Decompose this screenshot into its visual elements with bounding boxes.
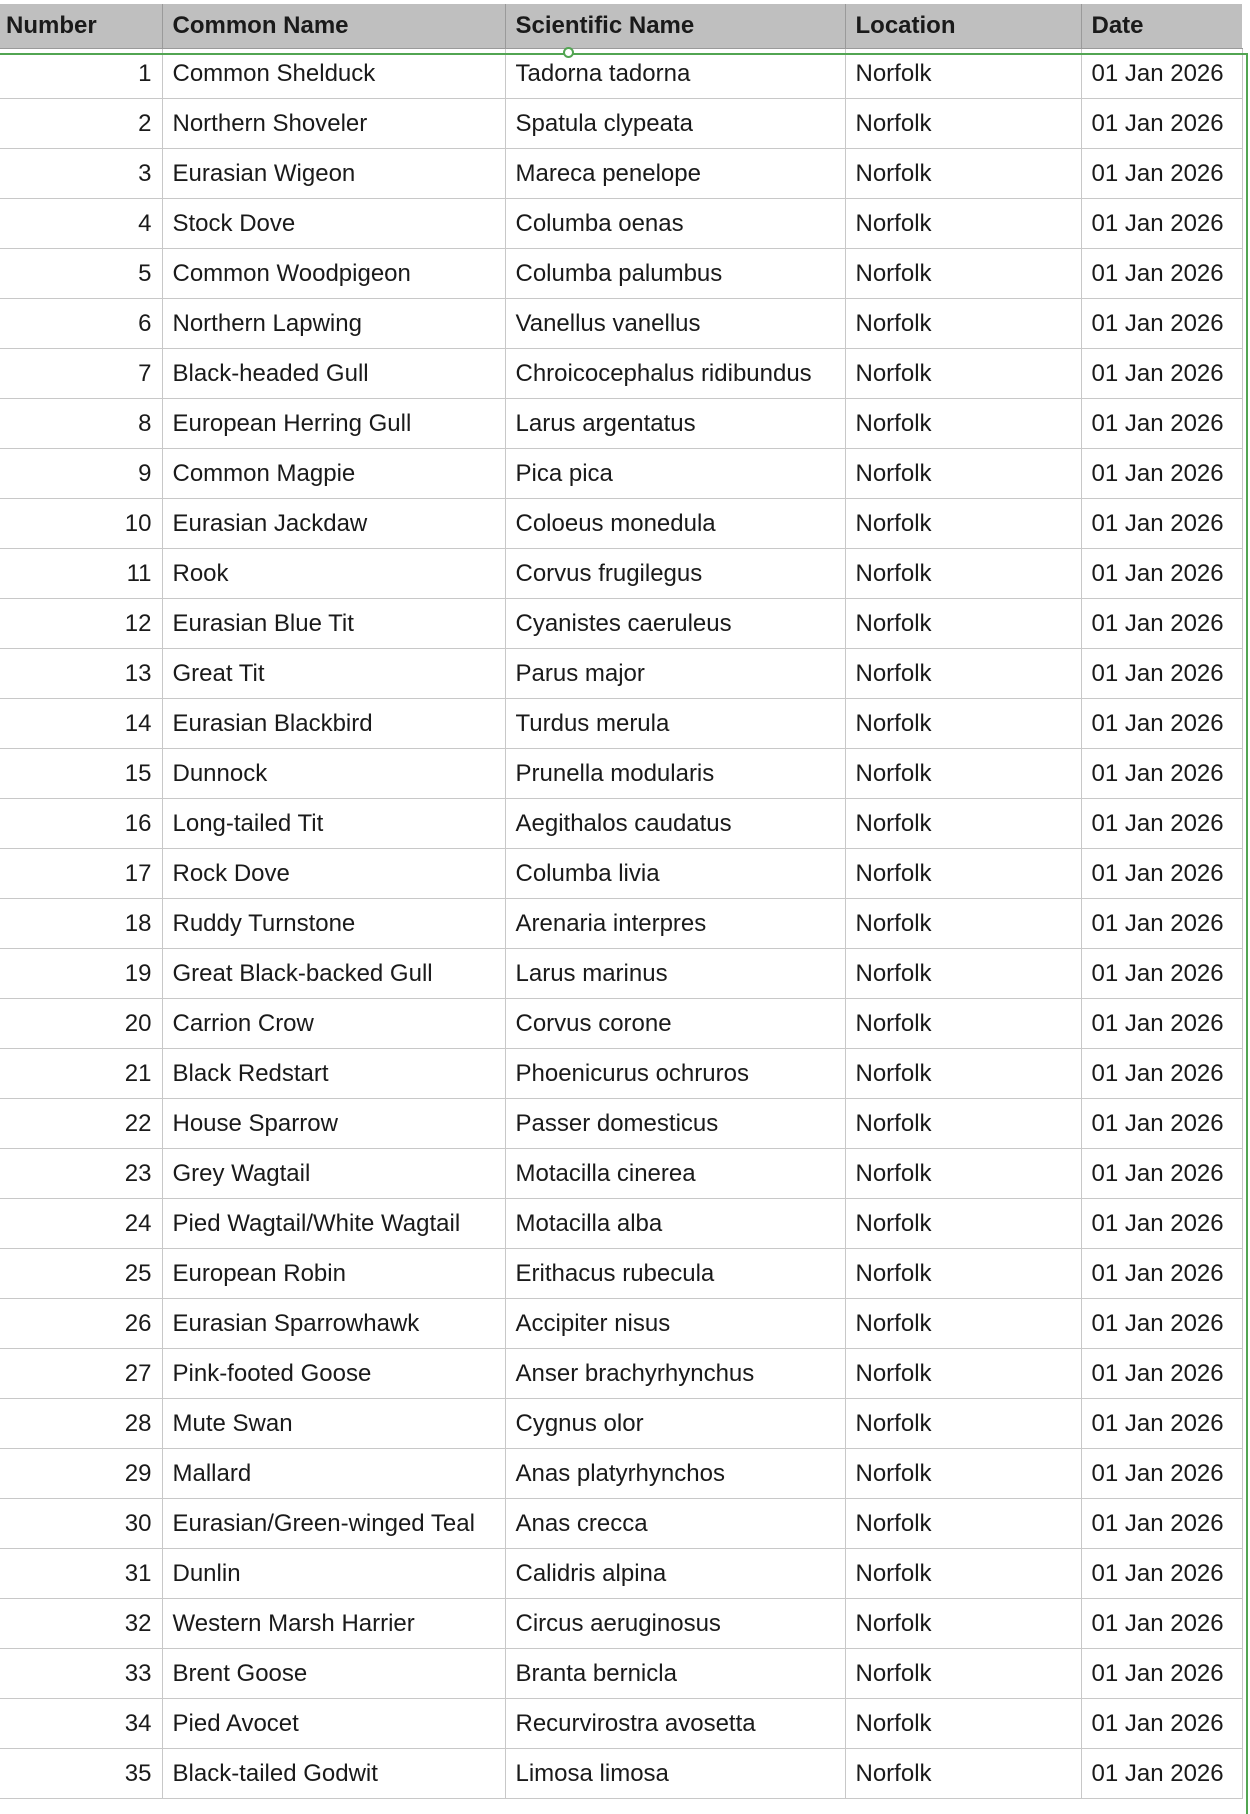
cell-scientific-name[interactable]: Erithacus rubecula (505, 1249, 845, 1299)
cell-number[interactable]: 24 (0, 1199, 162, 1249)
cell-common-name[interactable]: Eurasian Blackbird (162, 699, 505, 749)
table-row (0, 299, 1242, 349)
cell-date[interactable]: 01 Jan 2026 (1081, 1349, 1242, 1399)
cell-location[interactable]: Norfolk (845, 1099, 1081, 1149)
cell-common-name[interactable]: Dunnock (162, 749, 505, 799)
cell-date[interactable]: 01 Jan 2026 (1081, 249, 1242, 299)
cell-common-name[interactable]: Rock Dove (162, 849, 505, 899)
cell-location[interactable]: Norfolk (845, 499, 1081, 549)
cell-common-name[interactable]: Pied Avocet (162, 1699, 505, 1749)
cell-date[interactable]: 01 Jan 2026 (1081, 1149, 1242, 1199)
spreadsheet-table-container (0, 4, 1242, 1799)
cell-date[interactable]: 01 Jan 2026 (1081, 949, 1242, 999)
cell-date[interactable]: 01 Jan 2026 (1081, 1649, 1242, 1699)
cell-number[interactable]: 7 (0, 349, 162, 399)
table-row (0, 1749, 1242, 1799)
cell-number[interactable]: 34 (0, 1699, 162, 1749)
cell-date[interactable]: 01 Jan 2026 (1081, 499, 1242, 549)
table-row (0, 1449, 1242, 1499)
cell-number[interactable]: 13 (0, 649, 162, 699)
cell-scientific-name[interactable]: Motacilla cinerea (505, 1149, 845, 1199)
table-row (0, 649, 1242, 699)
cell-common-name[interactable]: Stock Dove (162, 199, 505, 249)
cell-date[interactable]: 01 Jan 2026 (1081, 649, 1242, 699)
cell-common-name[interactable]: Ruddy Turnstone (162, 899, 505, 949)
cell-date[interactable]: 01 Jan 2026 (1081, 1249, 1242, 1299)
cell-date[interactable]: 01 Jan 2026 (1081, 849, 1242, 899)
table-row (0, 549, 1242, 599)
cell-number[interactable]: 8 (0, 399, 162, 449)
cell-number[interactable]: 3 (0, 149, 162, 199)
cell-number[interactable]: 31 (0, 1549, 162, 1599)
table-row (0, 49, 1242, 99)
cell-date[interactable]: 01 Jan 2026 (1081, 999, 1242, 1049)
table-row (0, 199, 1242, 249)
cell-scientific-name[interactable]: Mareca penelope (505, 149, 845, 199)
cell-date[interactable]: 01 Jan 2026 (1081, 1399, 1242, 1449)
cell-common-name[interactable]: Western Marsh Harrier (162, 1599, 505, 1649)
cell-scientific-name[interactable]: Columba livia (505, 849, 845, 899)
cell-scientific-name[interactable]: Larus argentatus (505, 399, 845, 449)
bird-sightings-table (0, 4, 1243, 1799)
table-row (0, 1149, 1242, 1199)
cell-date[interactable]: 01 Jan 2026 (1081, 1199, 1242, 1249)
cell-number[interactable]: 5 (0, 249, 162, 299)
cell-date[interactable]: 01 Jan 2026 (1081, 449, 1242, 499)
cell-common-name[interactable]: Eurasian Sparrowhawk (162, 1299, 505, 1349)
cell-location[interactable]: Norfolk (845, 299, 1081, 349)
cell-number[interactable]: 15 (0, 749, 162, 799)
cell-date[interactable]: 01 Jan 2026 (1081, 1549, 1242, 1599)
cell-scientific-name[interactable]: Anser brachyrhynchus (505, 1349, 845, 1399)
cell-scientific-name[interactable]: Columba oenas (505, 199, 845, 249)
selection-resize-handle[interactable] (563, 47, 574, 58)
cell-location[interactable]: Norfolk (845, 1149, 1081, 1199)
cell-scientific-name[interactable]: Recurvirostra avosetta (505, 1699, 845, 1749)
cell-common-name[interactable]: Brent Goose (162, 1649, 505, 1699)
cell-location[interactable]: Norfolk (845, 49, 1081, 99)
table-row (0, 599, 1242, 649)
cell-scientific-name[interactable]: Corvus corone (505, 999, 845, 1049)
table-row (0, 1249, 1242, 1299)
cell-location[interactable]: Norfolk (845, 649, 1081, 699)
cell-scientific-name[interactable]: Motacilla alba (505, 1199, 845, 1249)
table-row (0, 499, 1242, 549)
cell-scientific-name[interactable]: Pica pica (505, 449, 845, 499)
cell-common-name[interactable]: House Sparrow (162, 1099, 505, 1149)
table-row (0, 1649, 1242, 1699)
cell-number[interactable]: 35 (0, 1749, 162, 1799)
cell-scientific-name[interactable]: Turdus merula (505, 699, 845, 749)
cell-date[interactable]: 01 Jan 2026 (1081, 699, 1242, 749)
cell-location[interactable]: Norfolk (845, 99, 1081, 149)
cell-number[interactable]: 17 (0, 849, 162, 899)
cell-common-name[interactable]: Eurasian/Green-winged Teal (162, 1499, 505, 1549)
cell-common-name[interactable]: Mute Swan (162, 1399, 505, 1449)
cell-common-name[interactable]: Rook (162, 549, 505, 599)
cell-scientific-name[interactable]: Larus marinus (505, 949, 845, 999)
table-row (0, 1699, 1242, 1749)
header-scientific-name[interactable]: Scientific Name (505, 4, 845, 49)
cell-date[interactable]: 01 Jan 2026 (1081, 1449, 1242, 1499)
cell-location[interactable]: Norfolk (845, 149, 1081, 199)
cell-number[interactable]: 9 (0, 449, 162, 499)
cell-common-name[interactable]: Pied Wagtail/White Wagtail (162, 1199, 505, 1249)
cell-location[interactable]: Norfolk (845, 799, 1081, 849)
cell-location[interactable]: Norfolk (845, 949, 1081, 999)
cell-location[interactable]: Norfolk (845, 849, 1081, 899)
cell-number[interactable]: 22 (0, 1099, 162, 1149)
cell-number[interactable]: 1 (0, 49, 162, 99)
cell-date[interactable]: 01 Jan 2026 (1081, 149, 1242, 199)
header-row (0, 4, 1242, 49)
cell-common-name[interactable]: Carrion Crow (162, 999, 505, 1049)
cell-number[interactable]: 21 (0, 1049, 162, 1099)
cell-number[interactable]: 4 (0, 199, 162, 249)
table-row (0, 349, 1242, 399)
cell-location[interactable]: Norfolk (845, 1499, 1081, 1549)
header-number[interactable]: Number (0, 4, 162, 49)
cell-number[interactable]: 27 (0, 1349, 162, 1399)
cell-common-name[interactable]: Common Shelduck (162, 49, 505, 99)
cell-number[interactable]: 16 (0, 799, 162, 849)
table-row (0, 1549, 1242, 1599)
selection-border-top (0, 53, 1248, 55)
table-row (0, 1299, 1242, 1349)
cell-scientific-name[interactable]: Branta bernicla (505, 1649, 845, 1699)
cell-date[interactable]: 01 Jan 2026 (1081, 1049, 1242, 1099)
cell-scientific-name[interactable]: Columba palumbus (505, 249, 845, 299)
cell-scientific-name[interactable]: Coloeus monedula (505, 499, 845, 549)
cell-date[interactable]: 01 Jan 2026 (1081, 349, 1242, 399)
cell-date[interactable]: 01 Jan 2026 (1081, 599, 1242, 649)
cell-location[interactable]: Norfolk (845, 1249, 1081, 1299)
table-row (0, 699, 1242, 749)
cell-date[interactable]: 01 Jan 2026 (1081, 1099, 1242, 1149)
cell-date[interactable]: 01 Jan 2026 (1081, 899, 1242, 949)
cell-number[interactable]: 28 (0, 1399, 162, 1449)
cell-common-name[interactable]: Eurasian Jackdaw (162, 499, 505, 549)
cell-date[interactable]: 01 Jan 2026 (1081, 1299, 1242, 1349)
cell-scientific-name[interactable]: Tadorna tadorna (505, 49, 845, 99)
cell-date[interactable]: 01 Jan 2026 (1081, 299, 1242, 349)
cell-date[interactable]: 01 Jan 2026 (1081, 199, 1242, 249)
cell-common-name[interactable]: Black Redstart (162, 1049, 505, 1099)
cell-location[interactable]: Norfolk (845, 1699, 1081, 1749)
table-row (0, 1349, 1242, 1399)
table-row (0, 1499, 1242, 1549)
cell-number[interactable]: 30 (0, 1499, 162, 1549)
header-location[interactable]: Location (845, 4, 1081, 49)
cell-location[interactable]: Norfolk (845, 199, 1081, 249)
cell-location[interactable]: Norfolk (845, 999, 1081, 1049)
cell-common-name[interactable]: Dunlin (162, 1549, 505, 1599)
cell-location[interactable]: Norfolk (845, 1399, 1081, 1449)
cell-location[interactable]: Norfolk (845, 1199, 1081, 1249)
cell-location[interactable]: Norfolk (845, 1449, 1081, 1499)
cell-scientific-name[interactable]: Spatula clypeata (505, 99, 845, 149)
cell-number[interactable]: 12 (0, 599, 162, 649)
table-row (0, 999, 1242, 1049)
cell-location[interactable]: Norfolk (845, 549, 1081, 599)
cell-location[interactable]: Norfolk (845, 1549, 1081, 1599)
table-row (0, 949, 1242, 999)
cell-location[interactable]: Norfolk (845, 599, 1081, 649)
cell-scientific-name[interactable]: Calidris alpina (505, 1549, 845, 1599)
cell-location[interactable]: Norfolk (845, 399, 1081, 449)
cell-location[interactable]: Norfolk (845, 1299, 1081, 1349)
cell-scientific-name[interactable]: Phoenicurus ochruros (505, 1049, 845, 1099)
cell-date[interactable]: 01 Jan 2026 (1081, 549, 1242, 599)
cell-number[interactable]: 32 (0, 1599, 162, 1649)
table-row (0, 249, 1242, 299)
cell-common-name[interactable]: Black-headed Gull (162, 349, 505, 399)
table-row (0, 1199, 1242, 1249)
cell-common-name[interactable]: Common Woodpigeon (162, 249, 505, 299)
selection-border-right (1246, 53, 1248, 1814)
cell-common-name[interactable]: Long-tailed Tit (162, 799, 505, 849)
table-header (0, 4, 1242, 49)
cell-date[interactable]: 01 Jan 2026 (1081, 749, 1242, 799)
table-row (0, 1599, 1242, 1649)
table-row (0, 449, 1242, 499)
cell-common-name[interactable]: European Robin (162, 1249, 505, 1299)
table-row (0, 1399, 1242, 1449)
cell-common-name[interactable]: Eurasian Wigeon (162, 149, 505, 199)
table-row (0, 849, 1242, 899)
cell-location[interactable]: Norfolk (845, 349, 1081, 399)
cell-scientific-name[interactable]: Chroicocephalus ridibundus (505, 349, 845, 399)
table-row (0, 749, 1242, 799)
cell-scientific-name[interactable]: Cygnus olor (505, 1399, 845, 1449)
cell-scientific-name[interactable]: Parus major (505, 649, 845, 699)
table-row (0, 799, 1242, 849)
cell-scientific-name[interactable]: Circus aeruginosus (505, 1599, 845, 1649)
cell-number[interactable]: 19 (0, 949, 162, 999)
cell-common-name[interactable]: Common Magpie (162, 449, 505, 499)
cell-location[interactable]: Norfolk (845, 1599, 1081, 1649)
cell-date[interactable]: 01 Jan 2026 (1081, 1599, 1242, 1649)
cell-date[interactable]: 01 Jan 2026 (1081, 1749, 1242, 1799)
cell-scientific-name[interactable]: Cyanistes caeruleus (505, 599, 845, 649)
cell-scientific-name[interactable]: Arenaria interpres (505, 899, 845, 949)
cell-number[interactable]: 14 (0, 699, 162, 749)
cell-date[interactable]: 01 Jan 2026 (1081, 99, 1242, 149)
cell-location[interactable]: Norfolk (845, 1649, 1081, 1699)
cell-date[interactable]: 01 Jan 2026 (1081, 1699, 1242, 1749)
cell-number[interactable]: 2 (0, 99, 162, 149)
cell-common-name[interactable]: Northern Shoveler (162, 99, 505, 149)
header-date[interactable]: Date (1081, 4, 1242, 49)
cell-location[interactable]: Norfolk (845, 1349, 1081, 1399)
cell-scientific-name[interactable]: Corvus frugilegus (505, 549, 845, 599)
table-row (0, 1099, 1242, 1149)
cell-scientific-name[interactable]: Anas platyrhynchos (505, 1449, 845, 1499)
table-row (0, 399, 1242, 449)
cell-common-name[interactable]: Northern Lapwing (162, 299, 505, 349)
cell-common-name[interactable]: Pink-footed Goose (162, 1349, 505, 1399)
cell-location[interactable]: Norfolk (845, 1049, 1081, 1099)
table-body (0, 49, 1242, 1799)
cell-date[interactable]: 01 Jan 2026 (1081, 49, 1242, 99)
cell-number[interactable]: 33 (0, 1649, 162, 1699)
cell-scientific-name[interactable]: Vanellus vanellus (505, 299, 845, 349)
cell-scientific-name[interactable]: Accipiter nisus (505, 1299, 845, 1349)
cell-location[interactable]: Norfolk (845, 449, 1081, 499)
cell-scientific-name[interactable]: Aegithalos caudatus (505, 799, 845, 849)
cell-number[interactable]: 20 (0, 999, 162, 1049)
table-row (0, 149, 1242, 199)
cell-scientific-name[interactable]: Limosa limosa (505, 1749, 845, 1799)
cell-common-name[interactable]: Black-tailed Godwit (162, 1749, 505, 1799)
cell-common-name[interactable]: Grey Wagtail (162, 1149, 505, 1199)
table-row (0, 99, 1242, 149)
cell-location[interactable]: Norfolk (845, 249, 1081, 299)
cell-location[interactable]: Norfolk (845, 1749, 1081, 1799)
cell-common-name[interactable]: Great Tit (162, 649, 505, 699)
cell-number[interactable]: 18 (0, 899, 162, 949)
cell-number[interactable]: 26 (0, 1299, 162, 1349)
cell-common-name[interactable]: Great Black-backed Gull (162, 949, 505, 999)
cell-common-name[interactable]: Eurasian Blue Tit (162, 599, 505, 649)
cell-number[interactable]: 11 (0, 549, 162, 599)
table-row (0, 1049, 1242, 1099)
cell-date[interactable]: 01 Jan 2026 (1081, 399, 1242, 449)
cell-number[interactable]: 25 (0, 1249, 162, 1299)
table-row (0, 899, 1242, 949)
cell-scientific-name[interactable]: Anas crecca (505, 1499, 845, 1549)
cell-scientific-name[interactable]: Prunella modularis (505, 749, 845, 799)
cell-date[interactable]: 01 Jan 2026 (1081, 1499, 1242, 1549)
cell-location[interactable]: Norfolk (845, 699, 1081, 749)
cell-common-name[interactable]: European Herring Gull (162, 399, 505, 449)
cell-number[interactable]: 29 (0, 1449, 162, 1499)
cell-number[interactable]: 10 (0, 499, 162, 549)
header-common-name[interactable]: Common Name (162, 4, 505, 49)
cell-date[interactable]: 01 Jan 2026 (1081, 799, 1242, 849)
cell-scientific-name[interactable]: Passer domesticus (505, 1099, 845, 1149)
cell-location[interactable]: Norfolk (845, 749, 1081, 799)
cell-common-name[interactable]: Mallard (162, 1449, 505, 1499)
cell-number[interactable]: 6 (0, 299, 162, 349)
cell-number[interactable]: 23 (0, 1149, 162, 1199)
cell-location[interactable]: Norfolk (845, 899, 1081, 949)
